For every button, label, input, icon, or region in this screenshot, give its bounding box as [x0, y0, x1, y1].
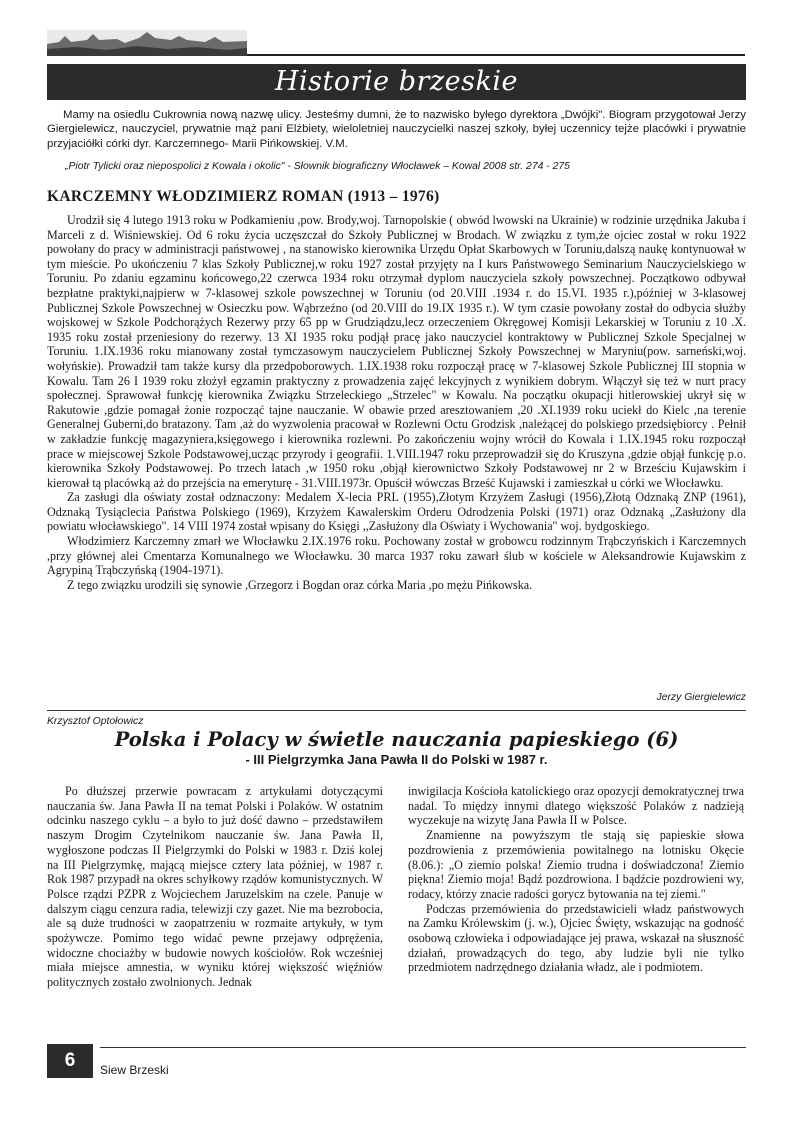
article-title: Polska i Polacy w świetle nauczania papieskiego (6)	[114, 728, 679, 751]
section-separator	[47, 710, 746, 711]
article-paragraph: Podczas przemówienia do przedstawicieli władz państwowych na Zamku Królewskim (j. w.), Ojciec Święty, wskazując na godność osobową człowieka i odpowiadające jej prawa, wskazał na słuszność działań, prowadzących do tego, aby ludzie byli nie tylko przedmiotem nadrzędnego działania władz, ale i podmiotem.	[408, 901, 744, 975]
biography-author: Jerzy Giergielewicz	[656, 692, 746, 703]
article-subtitle: - III Pielgrzymka Jana Pawła II do Polski w 1987 r.	[245, 752, 548, 767]
biography-paragraph: Włodzimierz Karczemny zmarł we Włocławku 2.IX.1976 roku. Pochowany został w grobowcu rodzinnym Trąbczyńskich i Karczemnych ,przy głównej alei Cmentarza Komunalnego we Włocławku. 30 marca 1937 roku zawarł ślub w kościele w Aleksandrowie Kujawskim z Agrypiną Trąbczyńską (1904-1971).	[47, 534, 746, 578]
header-photo	[47, 30, 247, 56]
intro-paragraph: Mamy na osiedlu Cukrownia nową nazwę ulicy. Jesteśmy dumni, że to nazwisko byłego dyrektora „Dwójki". Biogram przygotował Jerzy Giergielewicz, nauczyciel, prywatnie mąż pani Elżbiety, wieloletniej nauczycielki naszej szkoły, byłej uczennicy tejże placówki i prywatnie przyjaciółki córki dyr. Karczemnego- Marii Pińkowskiej. V.M.	[47, 109, 746, 150]
article-column-left	[47, 784, 383, 990]
header-rule	[247, 54, 745, 56]
biography-paragraph: Urodził się 4 lutego 1913 roku w Podkamieniu ,pow. Brody,woj. Tarnopolskie ( obwód lwowski na Ukrainie) w rodzinie urzędnika Jakuba i Marceli z d. Wiśniewskiej. Od 6 roku życia uczęszczał do Szkoły Publicznej w Brodach. W związku z tym,że ojciec został w roku 1922 powołany do pracy w administracji państwowej , na stanowisko kierownika Urzędu Opłat Skarbowych w Toruniu,dalszą naukę kontynuował w tym mieście. Po ukończeniu 7 klas Szkoły Publicznej,w roku 1927 został przyjęty na I kurs Państwowego Seminarium Nauczycielskiego w Toruniu. Po zdaniu egzaminu końcowego,22 czerwca 1934 roku otrzymał dyplom nauczyciela szkoły powszechnej. Początkowo odbywał bezpłatne praktyki,najpierw w 7-klasowej szkole powszechnej w Toruniu (od 20.VIII .1934 r. do 15.VI. 1935 r.),później w 3-klasowej Publicznej Szkole Powszechnej w Osieczku pow. Wąbrzeźno (od 20.VIII do 19.IX 1935 r.). W tym czasie powołany został do odbycia służby wojskowej w Szkole Podchorążych Rezerwy przy 65 pp w Grudziądzu,lecz orzeczeniem Okręgowej Komisji Lekarskiej w Toruniu z 10 .X. 1935 roku został przeniesiony do rezerwy. 13 XI 1935 roku podjął pracę jako nauczyciel kontraktowy w Publicznej Szkole Specjalnej w Toruniu. 1.IX.1936 roku mianowany został tymczasowym nauczycielem Publicznej Szkoły Powszechnej w Maryniu(pow. sarneński,woj. wołyńskie). Prowadził tam także kursy dla przedpoborowych. 1.IX.1938 roku rozpoczął pracę w 7-klasowej Szkole Publicznej III stopnia w Kowalu. Tam 26 I 1939 roku złożył egzamin praktyczny z prowadzenia zajęć lekcyjnych z wynikiem dobrym. Włączył się też w nurt pracy społecznej. Sprawował funkcję kierownika Związku Strzeleckiego „Strzelec" w Kowalu. Na początku okupacji hitlerowskiej ukrył się w Rakutowie ,gdzie pomagał żonie rozpocząć tajne nauczanie. W obawie przed aresztowaniem ,20 .XI.1939 roku uciekł do Kielc ,na terenie Generalnej Guberni,do bratazony. Tam ,aż do wyzwolenia pracował w Rozlewni Octu Grodzisk ,należącej do polskiego przedsiębiorcy . Pełnił w zakładzie funkcję magazyniera,księgowego i kierownika rozlewni. Po zakończeniu wojny wrócił do Kowala i 1.IX.1945 roku rozpoczął prace w miejscowej Szkole Podstawowej,ucząc przyrody i geografii. 1.VIII.1947 roku przeprowadził się do Kruszyna ,gdzie objął funkcję p.o. kierownika Szkoły Podstawowej. Po trzech latach ,w 1950 roku ,objął kierownictwo Szkoły Podstawowej nr 2 w Brześciu Kujawskim i kierował tą placówką aż do przejścia na emeryturę - 31.VIII.1973r. Opuścił wówczas Brześć Kujawski i zamieszkał u córki we Włocławku.	[47, 213, 746, 490]
article-paragraph: Znamienne na powyższym tle stają się papieskie słowa pozdrowienia z przemówienia powitalnego na lotnisku Okęcie (8.06.): „O ziemio polska! Ziemio trudna i doświadczona! Ziemio piękna! Ziemio moja! Bądź pozdrowiona. I bądźcie pozdrowieni wy, rodacy, którzy znacie radości gorycz bytowania na tej ziemi."	[408, 828, 744, 901]
biography-body	[47, 213, 746, 592]
town-skyline-icon	[47, 30, 247, 56]
article-paragraph: Po dłuższej przerwie powracam z artykułami dotyczącymi nauczania św. Jana Pawła II na temat Polski i Polaków. W ostatnim odcinku naszego cyklu – a było to już dość dawno – przedstawiłem naszym Drogim Czytelnikom nauczanie św. Jana Pawła II, wygłoszone podczas II Pielgrzymki do Polski w 1983 r. Dziś kolej na III Pielgrzymkę, mającą miejsce cztery lata później, w 1987 r. Rok 1987 przypadł na okres schyłkowy rządów komunistycznych. W Polsce rządzi PZPR z Wojciechem Jaruzelskim na czele. Panuje w dalszym ciągu cenzura radia, telewizji czy gazet. Nie ma bezrobocia, ale są duże trudności w zaopatrzeniu w rozmaite artykuły, w tym spożywcze. Pomimo tego widać pewne przejawy odprężenia, widoczne chociażby w budowie nowych kościołów. Rok wcześniej miała miejsce amnestia, w wyniku której większość więźniów politycznych zostało zwolnionych. Jednak	[47, 784, 383, 990]
article-paragraph: inwigilacja Kościoła katolickiego oraz opozycji demokratycznej trwa nadal. To między innymi dlatego większość Polaków z nadzieją wyczekuje na wizytę Jana Pawła II w Polsce.	[408, 784, 744, 828]
publication-name: Siew Brzeski	[100, 1063, 169, 1077]
page-number: 6	[47, 1044, 93, 1078]
article-author: Krzysztof Optołowicz	[47, 716, 144, 727]
biography-title: KARCZEMNY WŁODZIMIERZ ROMAN (1913 – 1976)	[47, 188, 440, 205]
article-column-right	[408, 784, 744, 975]
footer-rule	[100, 1047, 746, 1048]
biography-paragraph: Za zasługi dla oświaty został odznaczony: Medalem X-lecia PRL (1955),Złotym Krzyżem Zasługi (1956),Złotą Odznaką ZNP (1961), Odznaką Tysiąclecia Państwa Polskiego (1969), Krzyżem Kawalerskim Orderu Odrodzenia Polski (1971) oraz Odznaką „Zasłużony dla powiatu włocławskiego". 14 VIII 1974 został wpisany do Księgi ,,Zasłużony dla Oświaty i Wychowania" woj. bydgoskiego.	[47, 490, 746, 534]
source-citation: „Piotr Tylicki oraz niepospolici z Kowala i okolic" - Słownik biograficzny Włocławek – Kowal 2008 str. 274 - 275	[65, 161, 570, 172]
biography-paragraph: Z tego związku urodzili się synowie ,Grzegorz i Bogdan oraz córka Maria ,po mężu Pińkowska.	[67, 577, 533, 592]
section-banner: Historie brzeskie	[47, 64, 746, 100]
